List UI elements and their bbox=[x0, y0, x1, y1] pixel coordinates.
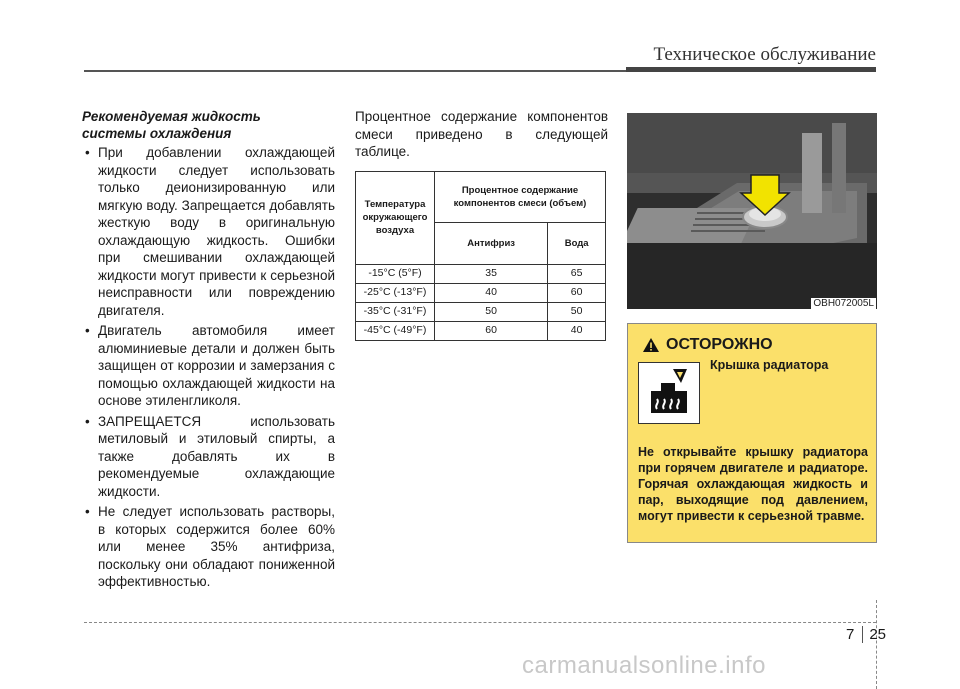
bullet-item: • Двигатель автомобиля имеет алюминиевые детали и должен быть защищен от коррозии и замерзания с помощью охлаждающей жидкости на основе этиленгликоля. bbox=[82, 322, 335, 410]
coolant-mix-table bbox=[355, 171, 606, 341]
cell-water: 60 bbox=[548, 283, 606, 302]
table-row bbox=[356, 302, 606, 321]
table-header-mix: Процентное содержание компонентов смеси (объем) bbox=[435, 171, 606, 223]
warning-box bbox=[627, 323, 877, 543]
table-row bbox=[356, 283, 606, 302]
table-header-temperature: Температура окружающего воздуха bbox=[356, 171, 435, 264]
section-heading bbox=[82, 108, 335, 142]
table-header-antifreeze: Антифриз bbox=[435, 223, 548, 264]
warning-header bbox=[642, 336, 773, 354]
cell-antifreeze: 40 bbox=[435, 283, 548, 302]
section-heading-line1: Рекомендуемая жидкость bbox=[82, 109, 261, 124]
cell-temp: -45°C (-49°F) bbox=[356, 321, 435, 340]
bullet-list bbox=[82, 144, 335, 591]
page-header-title: Техническое обслуживание bbox=[653, 44, 876, 65]
warning-title: ОСТОРОЖНО bbox=[666, 336, 773, 353]
cell-water: 65 bbox=[548, 264, 606, 283]
engine-bay-photo bbox=[627, 113, 877, 309]
cell-antifreeze: 60 bbox=[435, 321, 548, 340]
left-column bbox=[82, 108, 335, 594]
footer-rule bbox=[84, 622, 876, 623]
table-row bbox=[356, 321, 606, 340]
table-header-water: Вода bbox=[548, 223, 606, 264]
bullet-item: • Не следует использовать растворы, в которых содержится более 60% или менее 35% антифриза, поскольку они обладают пониженной эффективностью. bbox=[82, 503, 335, 591]
page-number bbox=[846, 626, 886, 643]
cell-temp: -15°C (5°F) bbox=[356, 264, 435, 283]
bullet-item: • ЗАПРЕЩАЕТСЯ использовать метиловый и этиловый спирты, а также добавлять их в рекомендуемые охлаждающие жидкости. bbox=[82, 413, 335, 501]
cell-temp: -35°C (-31°F) bbox=[356, 302, 435, 321]
warning-text: Не открывайте крышку радиатора при горячем двигателе и радиаторе. Горячая охлаждающая жидкость и пар, выходящие под давлением, могут привести к серьезной травме. bbox=[638, 445, 868, 523]
bullet-item: • При добавлении охлаждающей жидкости следует использовать только деионизированную или мягкую воду. Запрещается добавлять жесткую воду в оригинальную охлаждающую жидкость. Ошибки при смешивании охлаждающей жидкости могут привести к серьезной неисправности или повреждению двигателя. bbox=[82, 144, 335, 319]
cell-antifreeze: 50 bbox=[435, 302, 548, 321]
watermark: carmanualsonline.info bbox=[522, 652, 766, 679]
middle-column bbox=[355, 108, 608, 341]
section-heading-line2: системы охлаждения bbox=[82, 126, 232, 141]
cell-water: 40 bbox=[548, 321, 606, 340]
page-page: 25 bbox=[869, 626, 887, 643]
photo-code: OBH072005L bbox=[813, 298, 874, 309]
header-rule-accent bbox=[626, 67, 876, 72]
table-row bbox=[356, 264, 606, 283]
warning-triangle-icon bbox=[642, 337, 660, 353]
cell-antifreeze: 35 bbox=[435, 264, 548, 283]
table-intro: Процентное содержание компонентов смеси приведено в следующей таблице. bbox=[355, 109, 608, 159]
footer-divider bbox=[876, 600, 877, 689]
page-chapter: 7 bbox=[846, 626, 863, 643]
hot-radiator-cap-icon bbox=[638, 362, 700, 424]
cell-water: 50 bbox=[548, 302, 606, 321]
engine-bay-illustration bbox=[627, 113, 877, 309]
cell-temp: -25°C (-13°F) bbox=[356, 283, 435, 302]
warning-subtitle: Крышка радиатора bbox=[710, 358, 829, 372]
